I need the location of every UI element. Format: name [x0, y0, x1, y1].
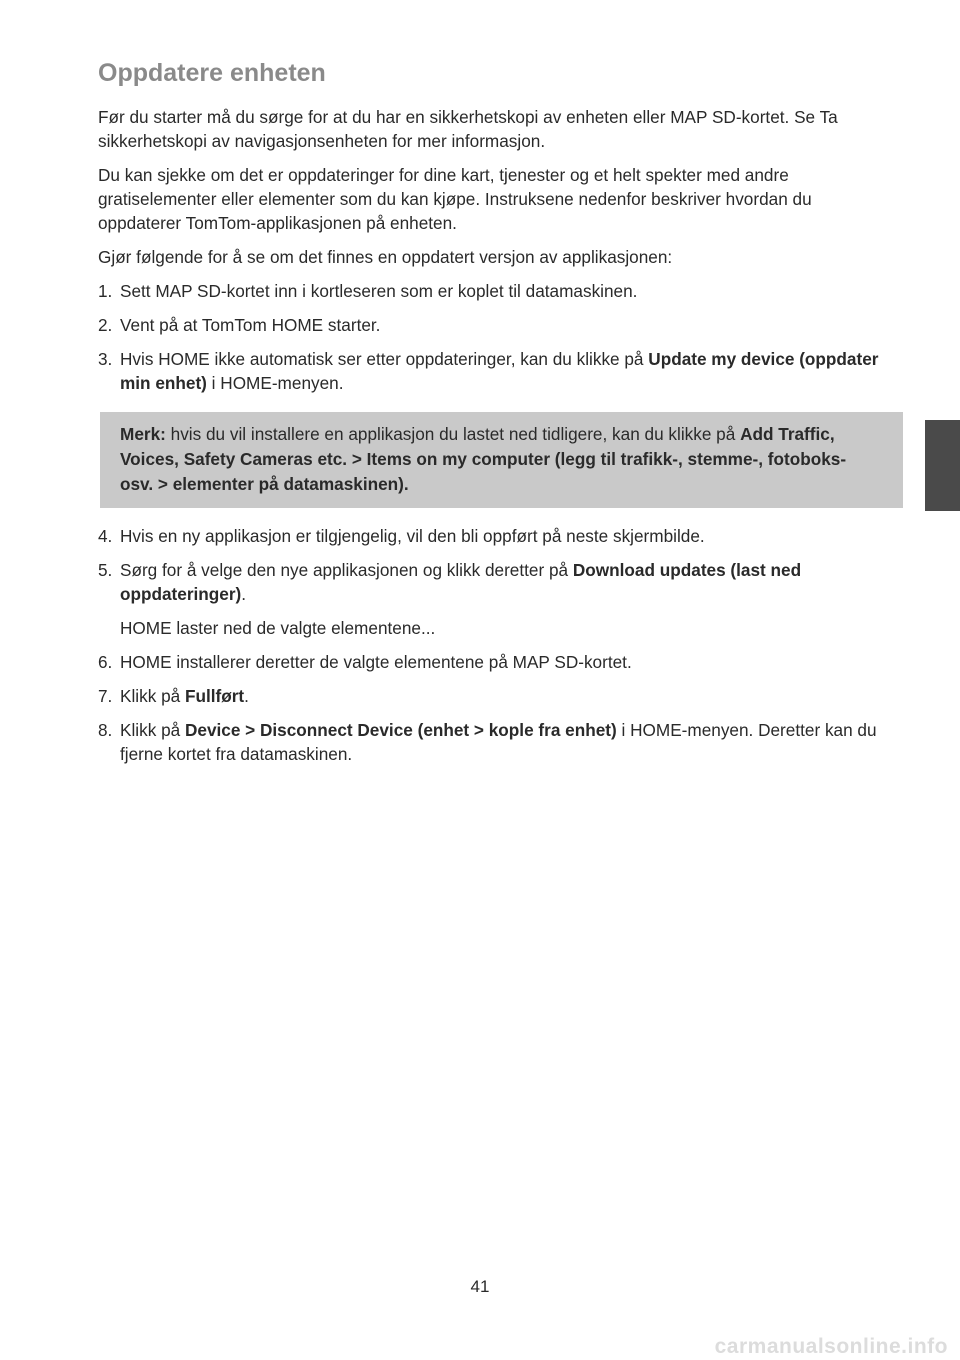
step-7 [98, 684, 898, 708]
step-text: Hvis HOME ikke automatisk ser etter oppdateringer, kan du klikke på [120, 349, 649, 369]
note-box [100, 412, 903, 508]
step-text-end: . [244, 686, 249, 706]
step-5 [98, 558, 898, 606]
step-text-end: i HOME-menyen. Deretter kan du fjerne kortet fra datamaskinen. [120, 720, 877, 764]
watermark: carmanualsonline.info [714, 1335, 948, 1358]
note-bold-text: Add Traffic, Voices, Safety Cameras etc. > Items on my computer (legg til trafikk-, stemme-, fotoboks- osv. > elementer på datamaskinen). [120, 424, 847, 494]
step-2 [98, 313, 898, 337]
step-text: Sørg for å velge den nye applikasjonen og klikk deretter på [120, 560, 573, 580]
document-page [98, 58, 898, 776]
step-3 [98, 347, 898, 395]
step-5-subtext: HOME laster ned de valgte elementene... [120, 618, 436, 638]
page-number: 41 [470, 1277, 490, 1296]
page-title: Oppdatere enheten [98, 59, 326, 87]
step-text: Klikk på [120, 720, 185, 740]
step-bold-text: Update my device (oppdater min enhet) [120, 349, 879, 393]
step-text-end: . [241, 584, 247, 604]
step-bold-text: Device > Disconnect Device (enhet > kople fra enhet) [184, 720, 617, 740]
step-text: Klikk på [120, 686, 185, 706]
intro-paragraph-2: Du kan sjekke om det er oppdateringer for dine kart, tjenester og et helt spekter med andre gratiselementer eller elementer som du kan kjøpe. Instruksene nedenfor beskriver hvordan du oppdaterer TomTom-applikasjonen på enheten. [98, 165, 812, 233]
step-number: 5. [98, 560, 113, 580]
step-bold-text: Download updates (last ned oppdateringer) [120, 560, 802, 604]
step-bold-text: Fullført [184, 686, 245, 706]
intro-paragraph-3: Gjør følgende for å se om det finnes en oppdatert versjon av applikasjonen: [98, 247, 673, 267]
step-text: HOME installerer deretter de valgte elementene på MAP SD-kortet. [120, 652, 632, 672]
step-4 [98, 524, 898, 548]
step-text-end: i HOME-menyen. [206, 373, 344, 393]
step-number: 3. [98, 349, 113, 369]
step-number: 6. [98, 652, 113, 672]
chapter-side-tab [925, 420, 960, 511]
step-number: 8. [98, 720, 113, 740]
step-1 [98, 279, 898, 303]
note-text: hvis du vil installere en applikasjon du lastet ned tidligere, kan du klikke på [165, 424, 741, 444]
step-text: Sett MAP SD-kortet inn i kortleseren som er koplet til datamaskinen. [120, 281, 638, 301]
step-text: Vent på at TomTom HOME starter. [120, 315, 381, 335]
step-text: Hvis en ny applikasjon er tilgjengelig, vil den bli oppført på neste skjermbilde. [120, 526, 705, 546]
step-number: 4. [98, 526, 113, 546]
step-number: 2. [98, 315, 113, 335]
step-number: 7. [98, 686, 113, 706]
step-8 [98, 718, 898, 766]
note-label: Merk: [120, 424, 166, 444]
step-6 [98, 650, 898, 674]
step-number: 1. [98, 281, 113, 301]
intro-paragraph-1: Før du starter må du sørge for at du har en sikkerhetskopi av enheten eller MAP SD-kortet. Se Ta sikkerhetskopi av navigasjonsenheten for mer informasjon. [98, 107, 838, 151]
